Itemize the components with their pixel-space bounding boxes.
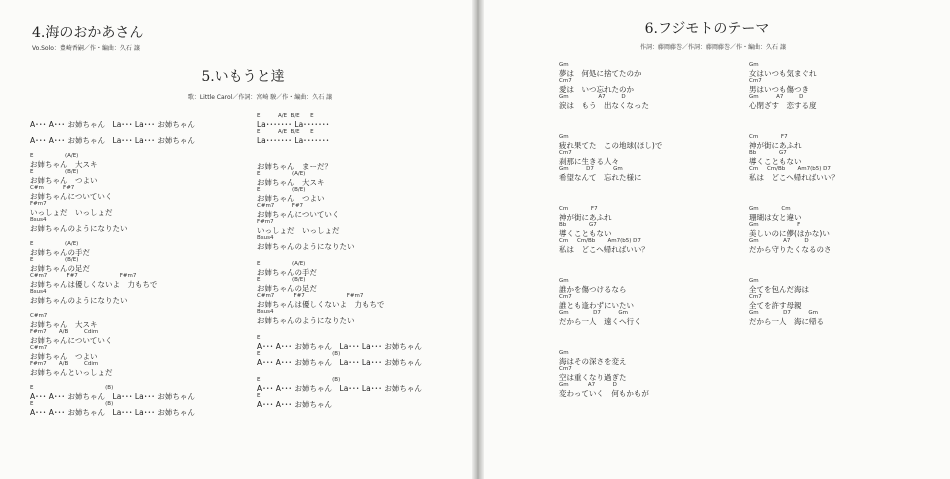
chord-label: Bsus4 [30, 217, 47, 223]
chord-label: C#m7 [30, 313, 48, 319]
lyric-text: お姉ちゃんについていく [257, 210, 340, 219]
chord-label: Gm F [749, 222, 801, 228]
chord-label: E (B) [257, 377, 341, 383]
lyric-text: La･･･････ La･･･････ [257, 120, 330, 129]
chord-label: Gm A7 D [559, 382, 617, 388]
lyric-text: いっしょだ いっしょだ [30, 208, 113, 217]
lyric-text: 私は どこへ帰ればいい？ [559, 245, 649, 254]
chord-label: C#m F#7 [30, 185, 75, 191]
chord-label: Cm7 [559, 78, 572, 84]
lyric-text: 男はいつも傷つき [749, 85, 809, 94]
chord-label: Cm7 [749, 294, 762, 300]
chord-label: Cm F7 [749, 134, 788, 140]
chord-label: C#m7 F#7 F#m7 [30, 273, 137, 279]
song6-credit: 作詞：藤岡藤巻／作詞：藤岡藤巻／作・編曲：久石 譲 [640, 44, 786, 51]
chord-label: F#m7 A/B Cdim [30, 329, 99, 335]
chord-label: C#m7 F#7 [257, 203, 304, 209]
chord-label: Cm7 [559, 150, 572, 156]
lyric-text: A･･･ A･･･ お姉ちゃん [257, 400, 333, 409]
lyric-text: お姉ちゃんの足だ [257, 284, 317, 293]
lyric-text: A･･･ A･･･ お姉ちゃん La･･･ La･･･ お姉ちゃん [257, 358, 422, 367]
lyric-text: 神が街にあふれ [749, 141, 802, 150]
lyric-text: お姉ちゃんといっしょだ [30, 368, 113, 377]
lyric-text: 導くこともない [559, 229, 612, 238]
chord-label: Gm A7 D [749, 238, 809, 244]
lyric-text: お姉ちゃん 大スキ [30, 320, 98, 329]
chord-label: Gm A7 D [559, 94, 626, 100]
lyric-text: 愛は いつ忘れたのか [559, 85, 634, 94]
lyric-text: A･･･ A･･･ お姉ちゃん La･･･ La･･･ お姉ちゃん [257, 342, 422, 351]
lyric-text: お姉ちゃんについていく [30, 192, 113, 201]
lyric-text: だから一人 海に帰る [749, 317, 824, 326]
chord-label: Bsus4 [30, 289, 47, 295]
chord-label: E A/E B/E E [257, 113, 314, 119]
book-gutter [472, 0, 484, 479]
lyric-text: お姉ちゃんのようになりたい [30, 296, 128, 305]
lyric-text: 刹那に生きる人々 [559, 157, 619, 166]
chord-label: E (B/E) [30, 169, 79, 175]
lyric-text: お姉ちゃん 大スキ [257, 178, 325, 187]
lyric-text: A･･･ A･･･ お姉ちゃん La･･･ La･･･ お姉ちゃん [257, 384, 422, 393]
chord-label: Cm Cm/Bb Am7(b5) D7 [749, 166, 831, 172]
chord-label: C#m7 [30, 345, 48, 351]
lyric-text: 導くこともない [749, 157, 802, 166]
chord-label: Cm7 [749, 78, 762, 84]
lyric-text: 珊瑚は女と違い [749, 213, 802, 222]
lyric-text: お姉ちゃんの手だ [257, 268, 317, 277]
chord-label: E (A/E) [30, 153, 79, 159]
chord-label: E [257, 393, 261, 399]
chord-label: Gm D7 Gm [559, 166, 623, 172]
song5-title: 5.いもうと達 [201, 69, 285, 85]
left-page [0, 0, 472, 479]
chord-label: F#m7 [30, 201, 47, 207]
lyric-text: お姉ちゃんの足だ [30, 264, 90, 273]
lyric-text: お姉ちゃん つよい [30, 352, 98, 361]
lyric-text: 変わっていく 何もかもが [559, 389, 649, 398]
lyric-text: お姉ちゃんは優しくないよ 力もちで [30, 280, 158, 289]
chord-label: E (B) [257, 351, 341, 357]
lyric-text: 女はいつも気まぐれ [749, 69, 817, 78]
right-page [484, 0, 950, 479]
lyric-text: A･･･ A･･･ お姉ちゃん La･･･ La･･･ お姉ちゃん [30, 120, 195, 129]
chord-label: E A/E B/E E [257, 129, 314, 135]
lyric-text: 誰とも逢わずにいたい [559, 301, 634, 310]
lyric-text: お姉ちゃんのようになりたい [257, 242, 355, 251]
lyric-text: 疲れ果てた この地球(ほし)で [559, 141, 663, 150]
lyric-text: 夢は 何処に捨てたのか [559, 69, 642, 78]
song4-credit: Vo.Solo：豊崎香嗣／作・編曲：久石 譲 [32, 45, 140, 52]
chord-label: Bsus4 [257, 235, 274, 241]
lyric-text: お姉ちゃん 大スキ [30, 160, 98, 169]
chord-label: Bb G7 [749, 150, 787, 156]
chord-label: Gm [749, 278, 759, 284]
chord-label: F#m7 [257, 219, 274, 225]
chord-label: Gm D7 Gm [559, 310, 628, 316]
song6-title: 6.フジモトのテーマ [644, 21, 770, 37]
lyric-text: だから守りたくなるのさ [749, 245, 832, 254]
lyric-text: お姉ちゃんのようになりたい [30, 224, 128, 233]
chord-label: Bb G7 [559, 222, 597, 228]
lyric-text: 神が街にあふれ [559, 213, 612, 222]
chord-label: E (A/E) [257, 261, 306, 267]
lyric-text: お姉ちゃん つよい [257, 194, 325, 203]
chord-label: E (B) [30, 401, 114, 407]
chord-label: E (B/E) [257, 187, 306, 193]
lyric-text: La･･･････ La･･･････ [257, 136, 330, 145]
lyric-text: 美しいのに儚(はかな)い [749, 229, 830, 238]
lyric-text: お姉ちゃんの手だ [30, 248, 90, 257]
chord-label: E [257, 335, 261, 341]
lyric-text: A･･･ A･･･ お姉ちゃん La･･･ La･･･ お姉ちゃん [30, 408, 195, 417]
chord-label: E (B) [30, 385, 114, 391]
lyric-text: だから一人 遠くへ行く [559, 317, 642, 326]
lyric-text: お姉ちゃんについていく [30, 336, 113, 345]
lyric-text: A･･･ A･･･ お姉ちゃん La･･･ La･･･ お姉ちゃん [30, 136, 195, 145]
chord-label: Gm [749, 62, 759, 68]
chord-label: Gm Cm [749, 206, 791, 212]
chord-label: Cm Cm/Bb Am7(b5) D7 [559, 238, 641, 244]
lyric-text: 誰かを傷つけるなら [559, 285, 627, 294]
chord-label: E (B/E) [30, 257, 79, 263]
lyric-text: A･･･ A･･･ お姉ちゃん La･･･ La･･･ お姉ちゃん [30, 392, 195, 401]
chord-label: Cm7 [559, 294, 572, 300]
lyric-text: 心閉ざす 恋する度 [749, 101, 817, 110]
chord-label: F#m7 A/B Cdim [30, 361, 99, 367]
chord-label: Gm [559, 62, 569, 68]
lyric-text: 全てを許す母親 [749, 301, 802, 310]
chord-label: Cm F7 [559, 206, 598, 212]
lyric-text: お姉ちゃんは優しくないよ 力もちで [257, 300, 385, 309]
lyric-text: 私は どこへ帰ればいい？ [749, 173, 839, 182]
chord-label: C#m7 F#7 F#m7 [257, 293, 364, 299]
chord-label: Gm D7 Gm [749, 310, 818, 316]
chord-label: E (A/E) [30, 241, 79, 247]
lyric-text: お姉ちゃん つよい [30, 176, 98, 185]
chord-label: Gm [559, 350, 569, 356]
song4-title: 4.海のおかあさん [32, 25, 144, 41]
chord-label: Gm [559, 278, 569, 284]
lyric-text: 全てを包んだ海は [749, 285, 809, 294]
lyric-text: いっしょだ いっしょだ [257, 226, 340, 235]
lyric-text: 涙は もう 出なくなった [559, 101, 649, 110]
lyric-text: 希望なんて 忘れた様に [559, 173, 642, 182]
lyric-text: 空は重くなり過ぎた [559, 373, 627, 382]
chord-label: Gm A7 D [749, 94, 804, 100]
chord-label: E (A/E) [257, 171, 306, 177]
chord-label: E (B/E) [257, 277, 306, 283]
chord-label: Bsus4 [257, 309, 274, 315]
lyric-text: 海はその深さを変え [559, 357, 627, 366]
lyric-text: お姉ちゃんのようになりたい [257, 316, 355, 325]
song5-credit: 歌：Little Carol／作詞：宮崎 駿／作・編曲：久石 譲 [187, 94, 333, 101]
chord-label: Gm [559, 134, 569, 140]
lyric-text: お姉ちゃん まーだ？ [257, 162, 332, 171]
chord-label: Cm7 [559, 366, 572, 372]
